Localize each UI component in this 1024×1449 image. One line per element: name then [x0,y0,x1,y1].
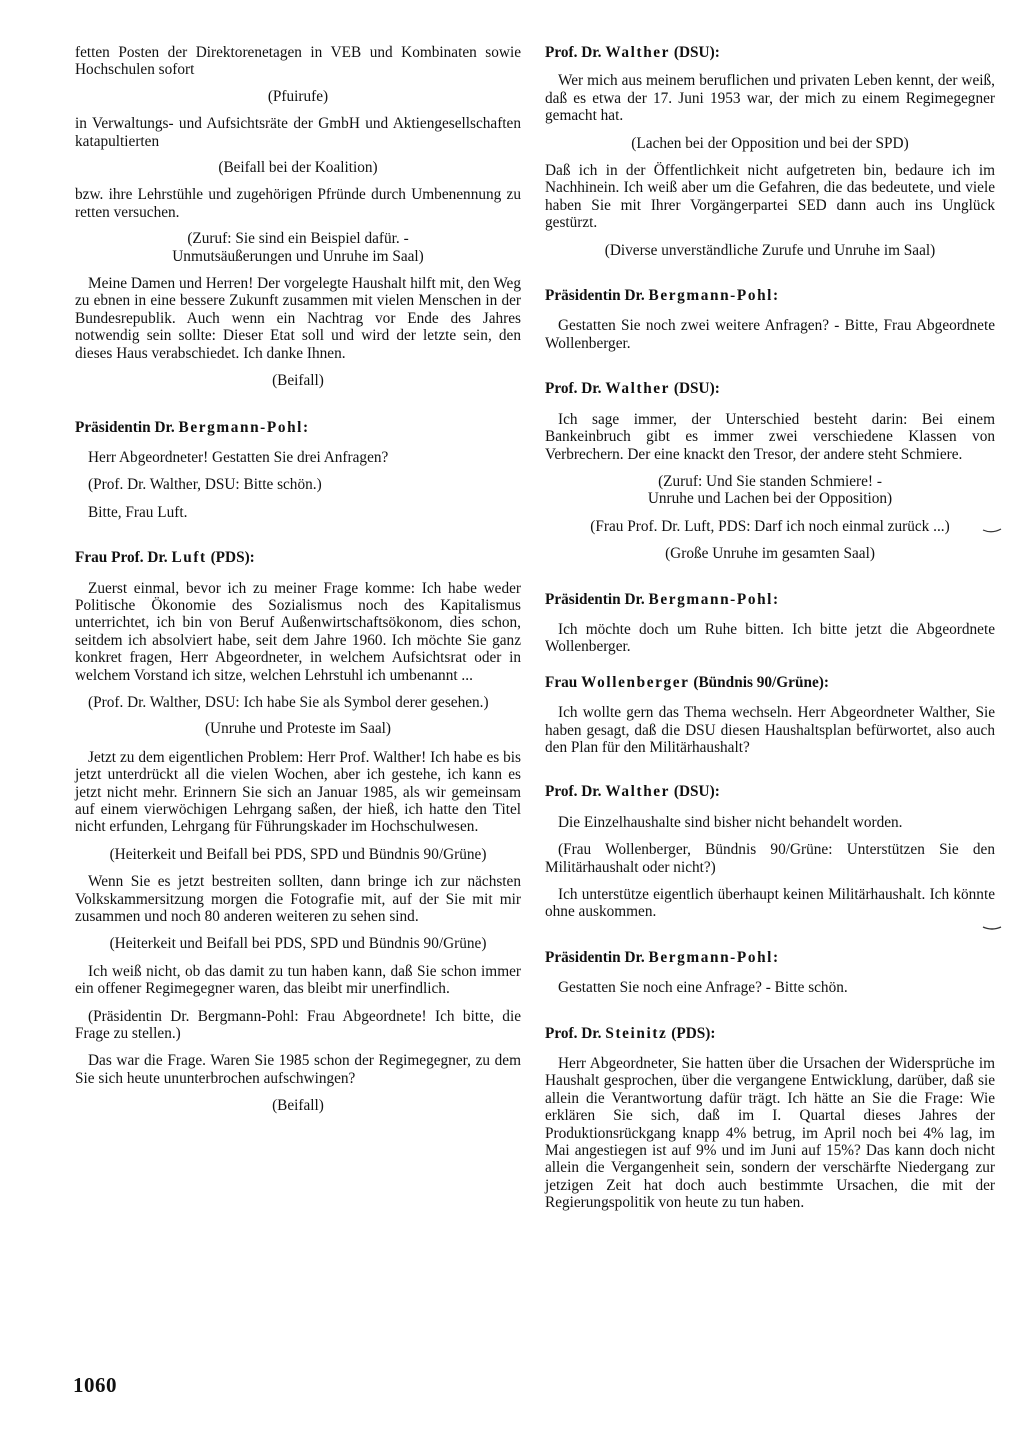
interjection: (Heiterkeit und Beifall bei PDS, SPD und Bündnis 90/Grüne) [109,845,487,863]
paragraph: Das war die Frage. Waren Sie 1985 schon der Regimegegner, zu dem Sie sich heute ununterbrochen aufschwingen? [75,1052,521,1087]
scan-mark [982,528,1002,534]
speaker-suffix: (DSU): [670,380,720,398]
interjection: (Prof. Dr. Walther, DSU: Ich habe Sie als Symbol derer gesehen.) [88,693,489,711]
speaker-name: Wollenberger [581,673,690,691]
speaker-name: Bergmann-Pohl [648,948,774,966]
paragraph: Ich sage immer, der Unterschied besteht darin: Bei einem Bankeinbruch gibt es immer zwei verschiedene Klassen von Verbrechern. Der eine knackt den Tresor, der andere steht Schmiere. [545,410,995,463]
speaker-heading [75,549,521,566]
interjection: (Beifall bei der Koalition) [218,159,378,177]
paragraph: Ich weiß nicht, ob das damit zu tun haben kann, daß Sie schon immer ein offener Regimegegner waren, das bleibt mir unerfindlich. [75,962,521,998]
paragraph: Zuerst einmal, bevor ich zu meiner Frage komme: Ich habe weder Politische Ökonomie des Sozialismus noch des Kapitalismus unterrichtet, ich bin von Beruf Außenwirtschaftsökonom, dies schon, seitdem ich absolviert habe, seit dem Jahre 1960. Ich möchte Sie ganz konkret fragen, Herr Abgeordneter, in welchem Aufsichtsrat oder in welchem Vorstand ich sitze, welchen Lehrstuhl ich umbenannt ... [75,579,521,684]
paragraph: Bitte, Frau Luft. [88,503,188,521]
interjection [75,230,521,265]
paragraph: Ich wollte gern das Thema wechseln. Herr Abgeordneter Walther, Sie haben gesagt, daß die DSU diesen Haushaltsplan befürwortet, also auch den Plan für den Militärhaushalt? [545,704,995,756]
speaker-title: Präsidentin Dr. [545,287,649,305]
speaker-title: Prof. Dr. [545,44,606,61]
interjection: (Präsidentin Dr. Bergmann-Pohl: Frau Abgeordnete! Ich bitte, die Frage zu stellen.) [75,1007,521,1043]
speaker-suffix: (DSU): [670,44,720,61]
interjection: (Prof. Dr. Walther, DSU: Bitte schön.) [88,476,322,494]
paragraph: Daß ich in der Öffentlichkeit nicht aufgetreten bin, bedaure ich im Nachhinein. Ich weiß aber um die Gefahren, die das bedeutete, und viele haben Sie mit Ihrer Vorgängerpartei SED dann auch ins Unglück gestürzt. [545,162,995,232]
interjection: (Frau Prof. Dr. Luft, PDS: Darf ich noch einmal zurück ...) [590,517,950,535]
right-column [545,44,995,1212]
paragraph: bzw. ihre Lehrstühle und zugehörigen Pfründe durch Umbenennung zu retten versuchen. [75,186,521,221]
speaker-name: Walther [605,783,671,801]
speaker-name: Bergmann-Pohl [648,287,774,305]
paragraph: Gestatten Sie noch zwei weitere Anfragen? - Bitte, Frau Abgeordnete Wollenberger. [545,317,995,352]
speaker-heading [545,783,995,800]
speaker-suffix: : [773,287,779,305]
interjection: (Frau Wollenberger, Bündnis 90/Grüne: Unterstützen Sie den Militärhaushalt oder nicht?) [545,841,995,876]
speaker-heading [545,591,995,608]
scan-mark [982,925,1002,931]
paragraph: Herr Abgeordneter, Sie hatten über die Ursachen der Widersprüche im Haushalt gesprochen, über die vergangene Entwicklung, darüber, daß sie allein die Verantwortung dafür trägt. Ich hätte an Sie die Frage: Wie erklären Sie sich, daß im I. Quartal dieses Jahres der Produktionsrückgang knapp 4% betrug, im April noch bei 4% lag, im Mai angestiegen ist auf 9% und im Juni auf 15%? Das kann doch nicht allein die Vergangenheit sein, sondern der verschärfte Niedergang zur jetzigen Zeit hat doch auch bestimmte Ursachen, die mit der Regierungspolitik von heute zu tun haben. [545,1055,995,1212]
interjection: (Heiterkeit und Beifall bei PDS, SPD und Bündnis 90/Grüne) [109,935,487,953]
paragraph: Wenn Sie es jetzt bestreiten sollten, dann bringe ich zur nächsten Volkskammersitzung morgen die Fotografie mit, auf der Sie mit mir zusammen und noch 80 anderen weiteren zu sehen sind. [75,873,521,926]
paragraph: Meine Damen und Herren! Der vorgelegte Haushalt hilft mit, den Weg zu ebnen in eine bessere Zukunft zusammen mit vielen Menschen in der Bundesrepublik. Auch wenn ein Nachtrag vor Ende des Jahres notwendig sein sollte: Dieser Etat soll und wird der letzte sein, den dieses Haus verabschiedet. Ich danke Ihnen. [75,275,521,362]
speaker-name: Walther [605,44,671,61]
speaker-title: Präsidentin Dr. [545,948,649,966]
speaker-suffix: : [303,418,309,436]
speaker-heading [545,287,995,304]
speaker-suffix: : [773,590,779,608]
speaker-suffix: (Bündnis 90/Grüne): [689,673,829,691]
interjection: (Diverse unverständliche Zurufe und Unruhe im Saal) [604,241,936,259]
speaker-title: Prof. Dr. [545,783,606,801]
paragraph: Die Einzelhaushalte sind bisher nicht behandelt worden. [558,813,903,831]
interjection-line: Unmutsäußerungen und Unruhe im Saal) [172,247,424,265]
interjection-line: (Zuruf: Sie sind ein Beispiel dafür. - [187,230,409,248]
speaker-name: Steinitz [605,1024,668,1042]
interjection-line: (Zuruf: Und Sie standen Schmiere! - [658,472,882,490]
left-column [75,44,521,1115]
interjection-line: Unruhe und Lachen bei der Opposition) [647,490,893,508]
paragraph: Jetzt zu dem eigentlichen Problem: Herr Prof. Walther! Ich habe es bis jetzt unterdrückt all die vielen Wochen, aber ich gestehe, ich kann es jetzt nicht mehr. Erinnern Sie sich an Januar 1985, als wir gemeinsam auf einem vierwöchigen Lehrgang saßen, der hieß, ich hatte den Titel nicht erfunden, Lehrgang für Führungskader im Hochschulwesen. [75,748,521,836]
page-number: 1060 [73,1373,117,1397]
speaker-heading [545,44,995,61]
interjection: (Große Unruhe im gesamten Saal) [665,545,875,563]
paragraph: Gestatten Sie noch eine Anfrage? - Bitte schön. [558,979,848,997]
speaker-heading [545,674,995,691]
speaker-title: Präsidentin Dr. [75,418,179,436]
speaker-suffix: (PDS): [667,1024,716,1042]
paragraph: in Verwaltungs- und Aufsichtsräte der GmbH und Aktiengesellschaften katapultierten [75,115,521,150]
speaker-suffix: : [773,948,779,966]
interjection: (Lachen bei der Opposition und bei der SPD) [631,134,909,152]
speaker-heading [75,419,521,436]
speaker-suffix: (PDS): [206,549,255,567]
interjection: (Unruhe und Proteste im Saal) [204,720,392,738]
speaker-name: Walther [605,380,671,398]
paragraph: Wer mich aus meinem beruflichen und privaten Leben kennt, der weiß, daß es etwa der 17. Juni 1953 war, der mich zu einem Regimegegner gemacht hat. [545,72,995,125]
speaker-heading [545,1025,995,1042]
speaker-suffix: (DSU): [670,783,720,801]
speaker-title: Prof. Dr. [545,380,606,398]
interjection: (Beifall) [272,1097,324,1115]
interjection: (Beifall) [272,372,324,390]
paragraph: Ich möchte doch um Ruhe bitten. Ich bitte jetzt die Abgeordnete Wollenberger. [545,620,995,656]
speaker-title: Präsidentin Dr. [545,590,649,608]
speaker-name: Bergmann-Pohl [178,418,304,436]
interjection: (Pfuirufe) [267,87,329,105]
paragraph: Herr Abgeordneter! Gestatten Sie drei Anfragen? [88,448,389,466]
speaker-name: Bergmann-Pohl [648,590,774,608]
interjection [545,473,995,508]
speaker-name: Luft [171,549,207,567]
speaker-title: Prof. Dr. [545,1024,606,1042]
speaker-heading [545,380,995,397]
paragraph: fetten Posten der Direktorenetagen in VEB und Kombinaten sowie Hochschulen sofort [75,44,521,79]
paragraph: Ich unterstütze eigentlich überhaupt keinen Militärhaushalt. Ich könnte ohne auskommen. [545,886,995,921]
speaker-heading [545,949,995,966]
speaker-title: Frau Prof. Dr. [75,549,172,567]
speaker-title: Frau [545,673,582,691]
